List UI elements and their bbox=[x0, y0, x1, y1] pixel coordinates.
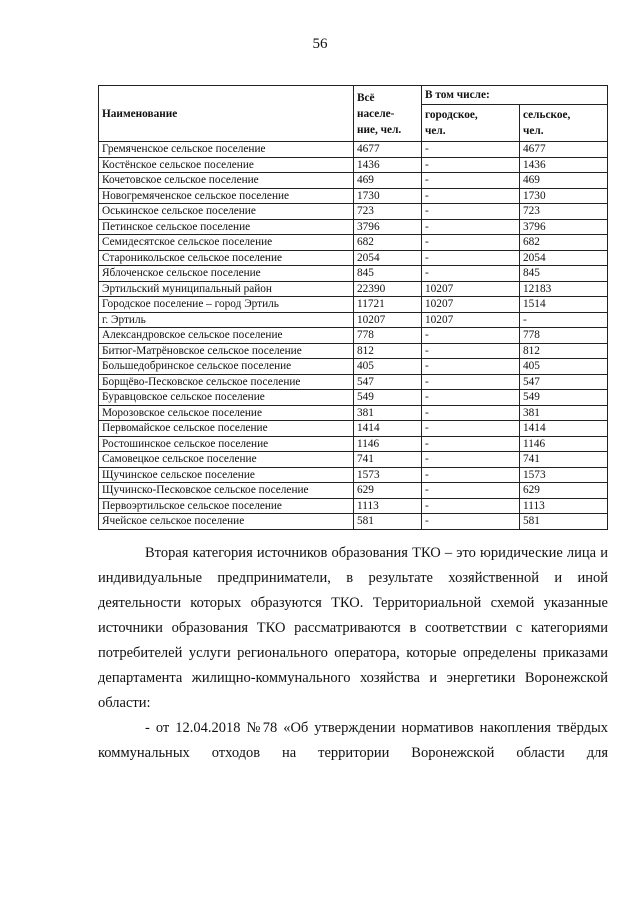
cell-total: 405 bbox=[354, 359, 422, 375]
cell-urban: - bbox=[422, 390, 520, 406]
cell-rural: 1514 bbox=[520, 297, 608, 313]
population-table bbox=[98, 85, 608, 530]
cell-total: 845 bbox=[354, 266, 422, 282]
cell-name: Первоэртильское сельское поселение bbox=[99, 498, 354, 514]
table-row bbox=[99, 204, 608, 220]
cell-total: 1113 bbox=[354, 498, 422, 514]
cell-rural: 629 bbox=[520, 483, 608, 499]
table-row bbox=[99, 173, 608, 189]
body-text bbox=[98, 541, 608, 766]
cell-total: 581 bbox=[354, 514, 422, 530]
table-row bbox=[99, 390, 608, 406]
cell-name: Староникольское сельское поселение bbox=[99, 250, 354, 266]
table-row bbox=[99, 483, 608, 499]
cell-name: Борщёво-Песковское сельское поселение bbox=[99, 374, 354, 390]
cell-name: Самовецкое сельское поселение bbox=[99, 452, 354, 468]
cell-name: Щучинско-Песковское сельское поселение bbox=[99, 483, 354, 499]
header-rural: сельское, чел. bbox=[520, 105, 608, 142]
cell-name: Оськинское сельское поселение bbox=[99, 204, 354, 220]
cell-rural: 845 bbox=[520, 266, 608, 282]
cell-urban: - bbox=[422, 250, 520, 266]
cell-urban: - bbox=[422, 498, 520, 514]
table-body bbox=[99, 142, 608, 530]
cell-urban: - bbox=[422, 157, 520, 173]
table-row bbox=[99, 328, 608, 344]
cell-name: Кочетовское сельское поселение bbox=[99, 173, 354, 189]
cell-total: 547 bbox=[354, 374, 422, 390]
table-row bbox=[99, 514, 608, 530]
cell-rural: 1573 bbox=[520, 467, 608, 483]
cell-total: 11721 bbox=[354, 297, 422, 313]
page-number: 56 bbox=[312, 36, 328, 52]
cell-urban: - bbox=[422, 204, 520, 220]
cell-rural: 1113 bbox=[520, 498, 608, 514]
cell-total: 549 bbox=[354, 390, 422, 406]
cell-rural: 581 bbox=[520, 514, 608, 530]
cell-rural: 381 bbox=[520, 405, 608, 421]
cell-total: 381 bbox=[354, 405, 422, 421]
table-row bbox=[99, 157, 608, 173]
header-total: Всё населе- ние, чел. bbox=[354, 86, 422, 142]
cell-total: 1573 bbox=[354, 467, 422, 483]
cell-name: Первомайское сельское поселение bbox=[99, 421, 354, 437]
cell-urban: - bbox=[422, 436, 520, 452]
cell-name: Семидесятское сельское поселение bbox=[99, 235, 354, 251]
cell-name: Эртильский муниципальный район bbox=[99, 281, 354, 297]
cell-urban: - bbox=[422, 421, 520, 437]
cell-rural: 1414 bbox=[520, 421, 608, 437]
table-row bbox=[99, 374, 608, 390]
cell-rural: 469 bbox=[520, 173, 608, 189]
cell-total: 778 bbox=[354, 328, 422, 344]
cell-urban: - bbox=[422, 343, 520, 359]
cell-rural: 682 bbox=[520, 235, 608, 251]
table-row bbox=[99, 266, 608, 282]
cell-name: Щучинское сельское поселение bbox=[99, 467, 354, 483]
table-row bbox=[99, 498, 608, 514]
cell-urban: - bbox=[422, 452, 520, 468]
paragraph-order: - от 12.04.2018 №78 «Об утверждении нормативов накопления твёрдых коммунальных отходов на территории Воронежской области для bbox=[98, 720, 608, 761]
table-row bbox=[99, 405, 608, 421]
cell-rural: 723 bbox=[520, 204, 608, 220]
cell-rural: - bbox=[520, 312, 608, 328]
cell-urban: - bbox=[422, 467, 520, 483]
cell-urban: - bbox=[422, 483, 520, 499]
cell-total: 469 bbox=[354, 173, 422, 189]
cell-total: 2054 bbox=[354, 250, 422, 266]
cell-total: 10207 bbox=[354, 312, 422, 328]
table-row bbox=[99, 235, 608, 251]
table-row bbox=[99, 467, 608, 483]
cell-total: 4677 bbox=[354, 142, 422, 158]
cell-total: 1146 bbox=[354, 436, 422, 452]
cell-rural: 4677 bbox=[520, 142, 608, 158]
cell-rural: 1146 bbox=[520, 436, 608, 452]
header-urban: городское, чел. bbox=[422, 105, 520, 142]
cell-name: Ростошинское сельское поселение bbox=[99, 436, 354, 452]
cell-rural: 549 bbox=[520, 390, 608, 406]
cell-name: Городское поселение – город Эртиль bbox=[99, 297, 354, 313]
cell-rural: 741 bbox=[520, 452, 608, 468]
cell-name: Битюг-Матрёновское сельское поселение bbox=[99, 343, 354, 359]
table-row bbox=[99, 436, 608, 452]
cell-urban: 10207 bbox=[422, 297, 520, 313]
cell-rural: 12183 bbox=[520, 281, 608, 297]
table-row bbox=[99, 452, 608, 468]
paragraph-sources: Вторая категория источников образования ТКО – это юридические лица и индивидуальные предприниматели, в результате хозяйственной и иной деятельности которых образуются ТКО. Территориальной схемой указанные источники образования ТКО рассматриваются в соответствии с категориями потребителей услуги регионального оператора, которые определены приказами департамента жилищно-коммунального хозяйства и энергетики Воронежской области: bbox=[98, 545, 608, 711]
cell-urban: - bbox=[422, 235, 520, 251]
table-row bbox=[99, 421, 608, 437]
cell-rural: 1730 bbox=[520, 188, 608, 204]
cell-rural: 812 bbox=[520, 343, 608, 359]
cell-total: 812 bbox=[354, 343, 422, 359]
cell-rural: 3796 bbox=[520, 219, 608, 235]
cell-total: 629 bbox=[354, 483, 422, 499]
cell-rural: 547 bbox=[520, 374, 608, 390]
cell-urban: - bbox=[422, 188, 520, 204]
table-row bbox=[99, 188, 608, 204]
cell-total: 723 bbox=[354, 204, 422, 220]
table-row bbox=[99, 343, 608, 359]
cell-name: г. Эртиль bbox=[99, 312, 354, 328]
table-row bbox=[99, 297, 608, 313]
cell-urban: - bbox=[422, 328, 520, 344]
table-row bbox=[99, 312, 608, 328]
cell-urban: 10207 bbox=[422, 312, 520, 328]
cell-total: 1730 bbox=[354, 188, 422, 204]
table-row bbox=[99, 250, 608, 266]
cell-name: Костёнское сельское поселение bbox=[99, 157, 354, 173]
cell-urban: - bbox=[422, 266, 520, 282]
cell-total: 741 bbox=[354, 452, 422, 468]
cell-name: Яблоченское сельское поселение bbox=[99, 266, 354, 282]
cell-name: Большедобринское сельское поселение bbox=[99, 359, 354, 375]
cell-urban: - bbox=[422, 142, 520, 158]
cell-total: 682 bbox=[354, 235, 422, 251]
table-row bbox=[99, 219, 608, 235]
cell-total: 22390 bbox=[354, 281, 422, 297]
table-row bbox=[99, 281, 608, 297]
cell-name: Петинское сельское поселение bbox=[99, 219, 354, 235]
cell-name: Новогремяченское сельское поселение bbox=[99, 188, 354, 204]
cell-urban: - bbox=[422, 219, 520, 235]
cell-urban: - bbox=[422, 173, 520, 189]
cell-urban: - bbox=[422, 359, 520, 375]
cell-rural: 778 bbox=[520, 328, 608, 344]
cell-rural: 1436 bbox=[520, 157, 608, 173]
cell-urban: - bbox=[422, 405, 520, 421]
table-row bbox=[99, 142, 608, 158]
cell-urban: 10207 bbox=[422, 281, 520, 297]
cell-urban: - bbox=[422, 514, 520, 530]
cell-name: Морозовское сельское поселение bbox=[99, 405, 354, 421]
cell-name: Гремяченское сельское поселение bbox=[99, 142, 354, 158]
header-group: В том числе: bbox=[422, 86, 608, 105]
cell-name: Александровское сельское поселение bbox=[99, 328, 354, 344]
cell-total: 1414 bbox=[354, 421, 422, 437]
cell-name: Буравцовское сельское поселение bbox=[99, 390, 354, 406]
cell-total: 3796 bbox=[354, 219, 422, 235]
cell-rural: 405 bbox=[520, 359, 608, 375]
table-row bbox=[99, 359, 608, 375]
cell-rural: 2054 bbox=[520, 250, 608, 266]
header-name: Наименование bbox=[99, 86, 354, 142]
cell-name: Ячейское сельское поселение bbox=[99, 514, 354, 530]
cell-total: 1436 bbox=[354, 157, 422, 173]
cell-urban: - bbox=[422, 374, 520, 390]
